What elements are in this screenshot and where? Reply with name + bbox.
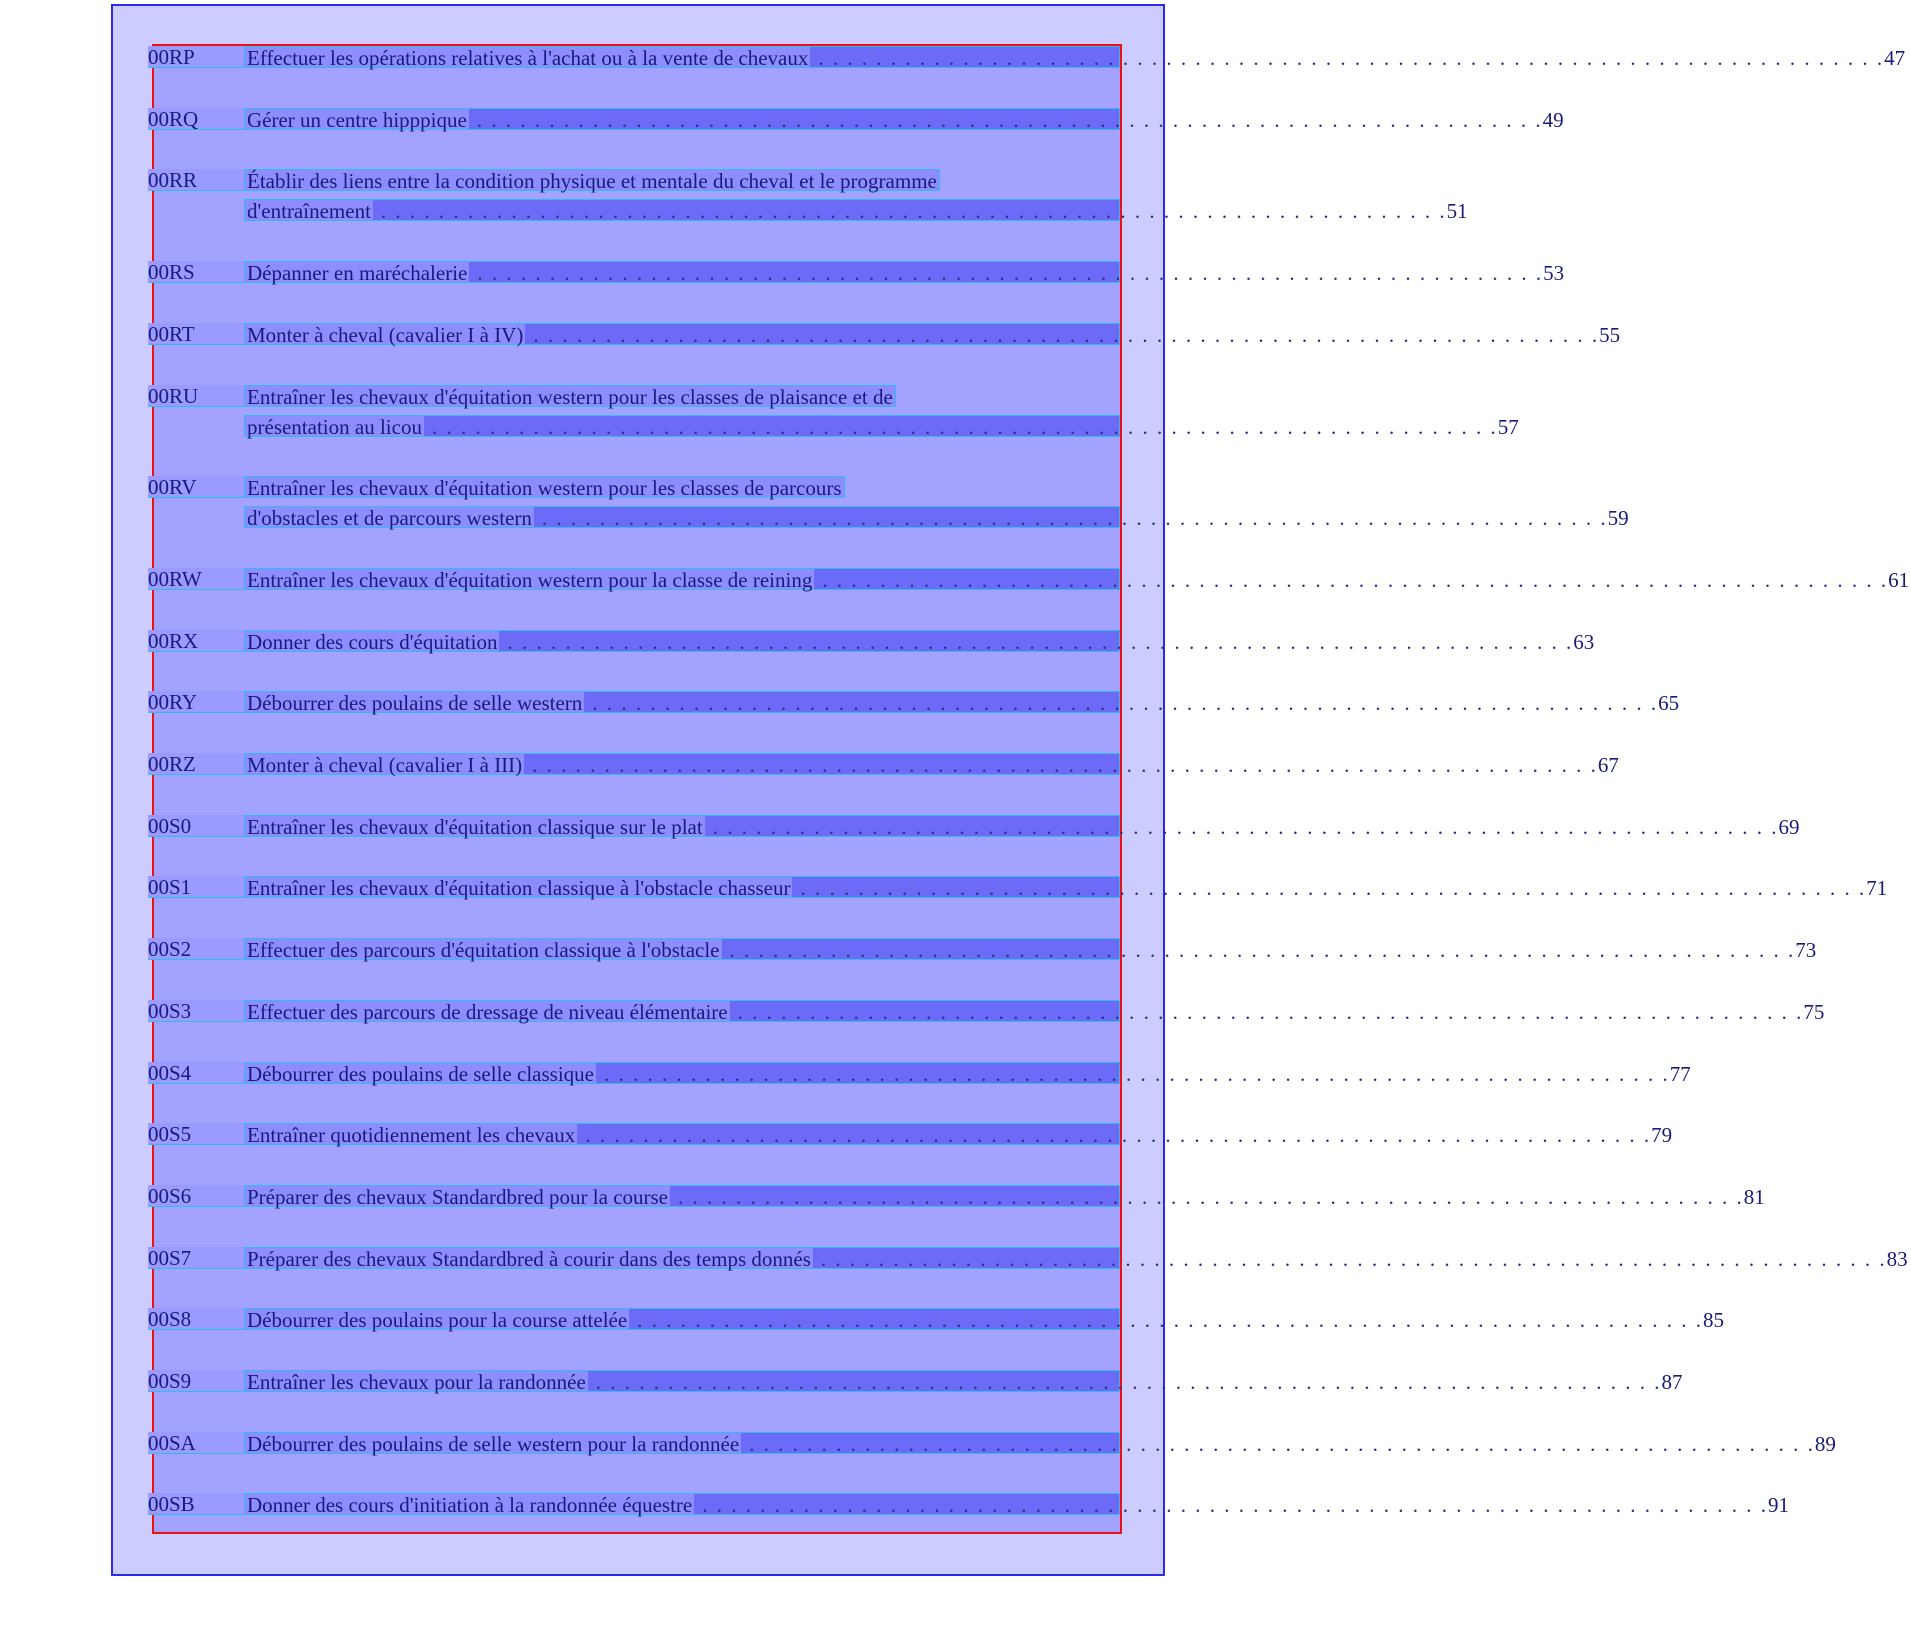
toc-line bbox=[148, 1307, 1724, 1333]
toc-leader-row bbox=[244, 753, 1619, 777]
toc-line bbox=[148, 1369, 1683, 1394]
toc-page-number: 63 bbox=[1573, 629, 1595, 654]
toc-entry bbox=[148, 475, 1629, 531]
toc-title: Entraîner les chevaux d'équitation western pour les classes de parcours bbox=[244, 476, 845, 498]
toc-title: Entraîner les chevaux pour la randonnée bbox=[247, 1370, 586, 1394]
toc-page-number: 81 bbox=[1743, 1184, 1765, 1209]
toc-leader-row bbox=[244, 814, 1800, 839]
dot-leader: . . . . . . . . . . . . . . . . . . . . . . . . . . . . . . . . . . . . . . . . . . . . . . . . . . . . . . . . . . . . . . . . . . . . . . . . . . bbox=[818, 46, 1885, 70]
toc-title: Donner des cours d'initiation à la randonnée équestre bbox=[247, 1493, 693, 1518]
toc-entry bbox=[148, 566, 1910, 592]
toc-line bbox=[148, 321, 1621, 347]
toc-line bbox=[154, 199, 1468, 224]
toc-line bbox=[148, 383, 1120, 409]
toc-code: 00S6 bbox=[148, 1185, 244, 1207]
toc-leader-row bbox=[244, 199, 1468, 224]
toc-line bbox=[154, 414, 1519, 439]
toc-leader-row bbox=[244, 1184, 1765, 1209]
toc-title: Débourrer des poulains pour la course attelée bbox=[247, 1308, 628, 1333]
toc-code: 00S0 bbox=[148, 815, 244, 837]
dot-leader: . . . . . . . . . . . . . . . . . . . . . . . . . . . . . . . . . . . . . . . . . . . . . . . . . . . . . . . . . . . . . . . . . . . . . . . . . . bbox=[822, 567, 1889, 592]
toc-entry bbox=[148, 168, 1468, 224]
toc-title: Entraîner quotidiennement les chevaux bbox=[247, 1123, 576, 1148]
toc-entry bbox=[148, 690, 1680, 716]
toc-line bbox=[148, 690, 1680, 716]
toc-line bbox=[148, 875, 1888, 901]
toc-line bbox=[148, 260, 1565, 286]
toc-block bbox=[148, 44, 1910, 1534]
toc-page-number: 69 bbox=[1778, 814, 1800, 839]
toc-title: Établir des liens entre la condition physique et mentale du cheval et le programme bbox=[244, 169, 940, 191]
toc-page-number: 67 bbox=[1597, 753, 1619, 777]
toc-entry bbox=[148, 998, 1825, 1024]
toc-title: d'entraînement bbox=[247, 199, 371, 224]
toc-code: 00RY bbox=[148, 691, 244, 713]
toc-page-number: 73 bbox=[1795, 938, 1817, 963]
toc-page-number: 51 bbox=[1446, 199, 1468, 224]
toc-line bbox=[148, 628, 1595, 654]
dot-leader: . . . . . . . . . . . . . . . . . . . . . . . . . . . . . . . . . . . . . . . . . . . . . . . . . . . . . . . . . . . . . . . . . . . . . . . . . . bbox=[477, 261, 1544, 286]
dot-leader: . . . . . . . . . . . . . . . . . . . . . . . . . . . . . . . . . . . . . . . . . . . . . . . . . . . . . . . . . . . . . . . . . . . . . . . . . . bbox=[380, 199, 1447, 224]
toc-page-number: 55 bbox=[1599, 322, 1621, 347]
toc-line bbox=[148, 937, 1817, 963]
dot-leader: . . . . . . . . . . . . . . . . . . . . . . . . . . . . . . . . . . . . . . . . . . . . . . . . . . . . . . . . . . . . . . . . . . . . . . . . . . bbox=[507, 629, 1574, 654]
toc-entry bbox=[148, 1183, 1765, 1209]
toc-line bbox=[148, 1122, 1673, 1148]
toc-code: 00RR bbox=[148, 169, 244, 191]
toc-code: 00S2 bbox=[148, 938, 244, 960]
toc-code: 00S4 bbox=[148, 1062, 244, 1084]
toc-leader-row bbox=[244, 322, 1621, 347]
toc-line bbox=[148, 45, 1906, 70]
toc-title: Entraîner les chevaux d'équitation western pour les classes de plaisance et de bbox=[244, 385, 896, 407]
toc-code: 00RZ bbox=[148, 753, 244, 775]
toc-entry bbox=[148, 1307, 1724, 1333]
toc-entry bbox=[148, 752, 1619, 777]
toc-leader-row bbox=[244, 938, 1817, 963]
toc-leader-row bbox=[244, 1493, 1789, 1518]
dot-leader: . . . . . . . . . . . . . . . . . . . . . . . . . . . . . . . . . . . . . . . . . . . . . . . . . . . . . . . . . . . . . . . . . . . . . . . . . . bbox=[729, 938, 1796, 963]
toc-leader-row bbox=[244, 567, 1910, 592]
dot-leader: . . . . . . . . . . . . . . . . . . . . . . . . . . . . . . . . . . . . . . . . . . . . . . . . . . . . . . . . . . . . . . . . . . . . . . . . . . bbox=[749, 1431, 1815, 1456]
toc-code: 00RW bbox=[148, 568, 244, 590]
toc-code: 00S7 bbox=[148, 1247, 244, 1269]
toc-code: 00RV bbox=[148, 476, 244, 498]
toc-page-number: 71 bbox=[1866, 876, 1888, 901]
dot-leader: . . . . . . . . . . . . . . . . . . . . . . . . . . . . . . . . . . . . . . . . . . . . . . . . . . . . . . . . . . . . . . . . . . . . . . . . . . bbox=[595, 1370, 1662, 1394]
toc-title: Monter à cheval (cavalier I à IV) bbox=[247, 322, 524, 347]
toc-title: Effectuer des parcours de dressage de niveau élémentaire bbox=[247, 999, 728, 1024]
toc-code: 00RX bbox=[148, 630, 244, 652]
toc-page-number: 91 bbox=[1767, 1493, 1789, 1518]
toc-title: Gérer un centre hipppique bbox=[247, 107, 467, 132]
toc-leader-row bbox=[244, 999, 1825, 1024]
toc-code: 00S9 bbox=[148, 1370, 244, 1392]
toc-code: 00RU bbox=[148, 385, 244, 407]
toc-line bbox=[148, 168, 1120, 194]
toc-page-number: 83 bbox=[1886, 1246, 1908, 1271]
toc-entry bbox=[148, 260, 1565, 286]
toc-code: 00S3 bbox=[148, 1000, 244, 1022]
toc-leader-row bbox=[244, 1246, 1908, 1271]
toc-title: Effectuer les opérations relatives à l'achat ou à la vente de chevaux bbox=[247, 46, 809, 70]
toc-title: Débourrer des poulains de selle western bbox=[247, 691, 583, 716]
toc-page-number: 87 bbox=[1661, 1370, 1683, 1394]
toc-leader-row bbox=[244, 414, 1519, 439]
toc-page-number: 53 bbox=[1543, 261, 1565, 286]
toc-leader-row bbox=[244, 261, 1565, 286]
toc-page-number: 85 bbox=[1702, 1308, 1724, 1333]
toc-line bbox=[148, 813, 1800, 839]
toc-title: Entraîner les chevaux d'équitation western pour la classe de reining bbox=[247, 567, 813, 592]
toc-leader-row bbox=[244, 1370, 1683, 1394]
toc-code: 00RS bbox=[148, 261, 244, 283]
toc-line bbox=[148, 1060, 1691, 1086]
toc-line bbox=[154, 506, 1629, 531]
toc-leader-row bbox=[244, 876, 1888, 901]
dot-leader: . . . . . . . . . . . . . . . . . . . . . . . . . . . . . . . . . . . . . . . . . . . . . . . . . . . . . . . . . . . . . . . . . . . . . . . . . . bbox=[820, 1246, 1887, 1271]
toc-entry bbox=[148, 1060, 1691, 1086]
toc-line bbox=[148, 1430, 1836, 1456]
toc-leader-row bbox=[244, 1431, 1836, 1456]
toc-line bbox=[148, 106, 1564, 132]
toc-page-number: 49 bbox=[1542, 107, 1564, 132]
toc-leader-row bbox=[244, 46, 1906, 70]
dot-leader: . . . . . . . . . . . . . . . . . . . . . . . . . . . . . . . . . . . . . . . . . . . . . . . . . . . . . . . . . . . . . . . . . . . . . . . . . . bbox=[678, 1184, 1744, 1209]
dot-leader: . . . . . . . . . . . . . . . . . . . . . . . . . . . . . . . . . . . . . . . . . . . . . . . . . . . . . . . . . . . . . . . . . . . . . . . . . . bbox=[592, 691, 1659, 716]
dot-leader: . . . . . . . . . . . . . . . . . . . . . . . . . . . . . . . . . . . . . . . . . . . . . . . . . . . . . . . . . . . . . . . . . . . . . . . . . . bbox=[603, 1061, 1670, 1086]
toc-page-number: 79 bbox=[1651, 1123, 1673, 1148]
dot-leader: . . . . . . . . . . . . . . . . . . . . . . . . . . . . . . . . . . . . . . . . . . . . . . . . . . . . . . . . . . . . . . . . . . . . . . . . . . bbox=[533, 322, 1600, 347]
toc-title: Donner des cours d'équitation bbox=[247, 629, 498, 654]
toc-entry bbox=[148, 1245, 1908, 1271]
toc-code: 00S1 bbox=[148, 876, 244, 898]
toc-title: Dépanner en maréchalerie bbox=[247, 261, 468, 286]
toc-line bbox=[148, 998, 1825, 1024]
toc-code: 00RT bbox=[148, 323, 244, 345]
dot-leader: . . . . . . . . . . . . . . . . . . . . . . . . . . . . . . . . . . . . . . . . . . . . . . . . . . . . . . . . . . . . . . . . . . . . . . . . . . bbox=[637, 1308, 1703, 1333]
toc-entry bbox=[148, 321, 1621, 347]
dot-leader: . . . . . . . . . . . . . . . . . . . . . . . . . . . . . . . . . . . . . . . . . . . . . . . . . . . . . . . . . . . . . . . . . . . . . . . . . . bbox=[476, 107, 1543, 132]
toc-title: Entraîner les chevaux d'équitation classique à l'obstacle chasseur bbox=[247, 876, 791, 901]
toc-line bbox=[148, 475, 1120, 501]
toc-line bbox=[148, 1183, 1765, 1209]
toc-code: 00RQ bbox=[148, 108, 244, 130]
dot-leader: . . . . . . . . . . . . . . . . . . . . . . . . . . . . . . . . . . . . . . . . . . . . . . . . . . . . . . . . . . . . . . . . . . . . . . . . . . bbox=[532, 753, 1598, 777]
toc-page-number: 75 bbox=[1803, 999, 1825, 1024]
toc-code: 00RP bbox=[148, 46, 244, 68]
toc-entry bbox=[148, 628, 1595, 654]
toc-leader-row bbox=[244, 107, 1564, 132]
toc-line bbox=[148, 1245, 1908, 1271]
toc-leader-row bbox=[244, 506, 1629, 531]
toc-title: Entraîner les chevaux d'équitation classique sur le plat bbox=[247, 814, 703, 839]
dot-leader: . . . . . . . . . . . . . . . . . . . . . . . . . . . . . . . . . . . . . . . . . . . . . . . . . . . . . . . . . . . . . . . . . . . . . . . . . . bbox=[541, 506, 1608, 531]
toc-code: 00SB bbox=[148, 1493, 244, 1515]
toc-entry bbox=[148, 1430, 1836, 1456]
toc-title: présentation au licou bbox=[247, 414, 422, 439]
dot-leader: . . . . . . . . . . . . . . . . . . . . . . . . . . . . . . . . . . . . . . . . . . . . . . . . . . . . . . . . . . . . . . . . . . . . . . . . . . bbox=[737, 999, 1804, 1024]
dot-leader: . . . . . . . . . . . . . . . . . . . . . . . . . . . . . . . . . . . . . . . . . . . . . . . . . . . . . . . . . . . . . . . . . . . . . . . . . . bbox=[712, 814, 1779, 839]
toc-leader-row bbox=[244, 691, 1680, 716]
dot-leader: . . . . . . . . . . . . . . . . . . . . . . . . . . . . . . . . . . . . . . . . . . . . . . . . . . . . . . . . . . . . . . . . . . . . . . . . . . bbox=[431, 414, 1498, 439]
toc-line bbox=[148, 566, 1910, 592]
toc-entry bbox=[148, 383, 1519, 439]
toc-page-number: 77 bbox=[1669, 1061, 1691, 1086]
toc-leader-row bbox=[244, 629, 1595, 654]
toc-line bbox=[148, 752, 1619, 777]
toc-title: Débourrer des poulains de selle western pour la randonnée bbox=[247, 1431, 740, 1456]
dot-leader: . . . . . . . . . . . . . . . . . . . . . . . . . . . . . . . . . . . . . . . . . . . . . . . . . . . . . . . . . . . . . . . . . . . . . . . . . . bbox=[585, 1123, 1652, 1148]
toc-page-number: 65 bbox=[1658, 691, 1680, 716]
toc-title: Monter à cheval (cavalier I à III) bbox=[247, 753, 523, 777]
toc-leader-row bbox=[244, 1123, 1673, 1148]
toc-entry bbox=[148, 813, 1800, 839]
toc-page-number: 57 bbox=[1497, 414, 1519, 439]
toc-entry bbox=[148, 45, 1906, 70]
toc-page-number: 89 bbox=[1814, 1431, 1836, 1456]
toc-title: Débourrer des poulains de selle classique bbox=[247, 1061, 594, 1086]
toc-entry bbox=[148, 875, 1888, 901]
toc-page-number: 61 bbox=[1888, 567, 1910, 592]
toc-line bbox=[148, 1492, 1789, 1518]
dot-leader: . . . . . . . . . . . . . . . . . . . . . . . . . . . . . . . . . . . . . . . . . . . . . . . . . . . . . . . . . . . . . . . . . . . . . . . . . . bbox=[702, 1493, 1768, 1518]
toc-entry bbox=[148, 937, 1817, 963]
toc-code: 00S5 bbox=[148, 1123, 244, 1145]
toc-code: 00S8 bbox=[148, 1308, 244, 1330]
toc-page-number: 47 bbox=[1884, 46, 1906, 70]
toc-code: 00SA bbox=[148, 1432, 244, 1454]
toc-leader-row bbox=[244, 1308, 1724, 1333]
toc-entry bbox=[148, 1492, 1789, 1518]
toc-entry bbox=[148, 1369, 1683, 1394]
toc-entry bbox=[148, 106, 1564, 132]
toc-title: Préparer des chevaux Standardbred pour la course bbox=[247, 1184, 668, 1209]
toc-title: Préparer des chevaux Standardbred à courir dans des temps donnés bbox=[247, 1246, 811, 1271]
toc-title: d'obstacles et de parcours western bbox=[247, 506, 532, 531]
toc-entry bbox=[148, 1122, 1673, 1148]
toc-title: Effectuer des parcours d'équitation classique à l'obstacle bbox=[247, 938, 720, 963]
toc-leader-row bbox=[244, 1061, 1691, 1086]
toc-page-number: 59 bbox=[1607, 506, 1629, 531]
dot-leader: . . . . . . . . . . . . . . . . . . . . . . . . . . . . . . . . . . . . . . . . . . . . . . . . . . . . . . . . . . . . . . . . . . . . . . . . . . bbox=[800, 876, 1867, 901]
